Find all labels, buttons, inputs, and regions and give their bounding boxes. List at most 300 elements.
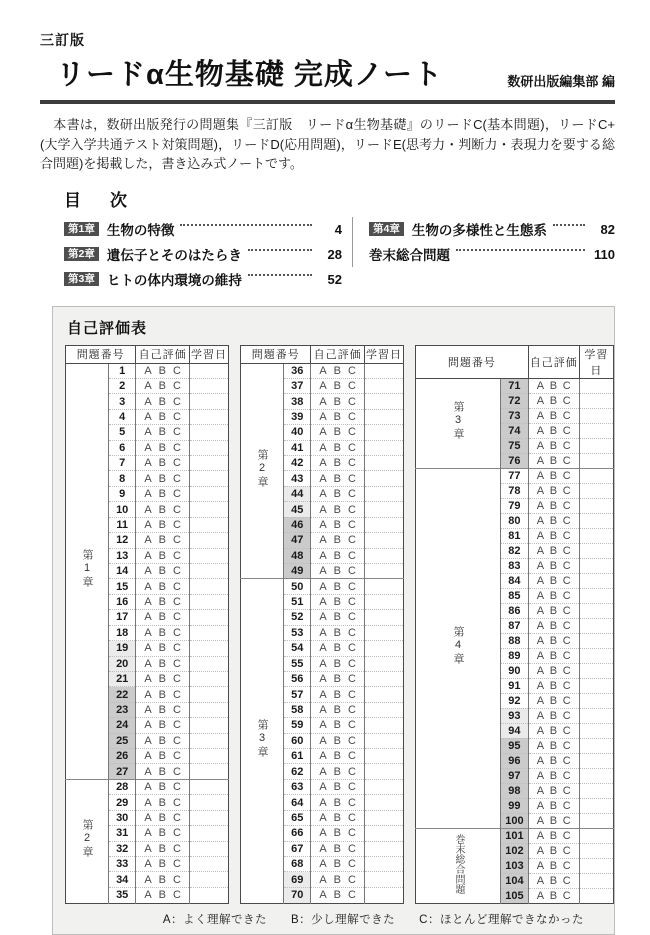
rating-option: B	[158, 842, 166, 855]
evaluation-table	[415, 345, 614, 904]
chapter-cell	[66, 363, 109, 779]
rating-option: A	[144, 534, 152, 547]
rating-option: C	[172, 410, 181, 423]
rating-cell	[311, 579, 365, 594]
study-date-cell	[364, 656, 403, 671]
rating-option: A	[319, 688, 327, 701]
toc-columns	[64, 217, 615, 292]
rating-option: C	[562, 694, 571, 707]
problem-number: 22	[109, 687, 136, 702]
rating-option: B	[158, 596, 166, 609]
rating-cell	[136, 671, 190, 686]
problem-number: 10	[109, 502, 136, 517]
rating-options	[136, 472, 189, 486]
rating-cell	[136, 795, 190, 810]
rating-option: A	[536, 649, 545, 662]
rating-option: B	[158, 734, 166, 747]
problem-number: 43	[284, 471, 311, 486]
rating-option: B	[158, 873, 166, 886]
problem-number: 90	[501, 663, 529, 678]
title-rule	[40, 100, 615, 104]
rating-option: C	[172, 858, 181, 871]
rating-option: A	[319, 673, 327, 686]
rating-option: A	[536, 574, 545, 587]
study-date-cell	[189, 795, 228, 810]
problem-number: 15	[109, 579, 136, 594]
study-date-cell	[189, 687, 228, 702]
rating-option: B	[549, 769, 558, 782]
rating-options	[311, 395, 364, 409]
toc-item	[64, 242, 342, 267]
rating-options	[311, 811, 364, 825]
study-date-cell	[579, 723, 613, 738]
problem-number: 27	[109, 764, 136, 779]
rating-option: B	[158, 688, 166, 701]
rating-option: C	[172, 611, 181, 624]
study-date-cell	[189, 533, 228, 548]
rating-cell	[136, 409, 190, 424]
problem-number: 7	[109, 456, 136, 471]
rating-option: A	[144, 611, 152, 624]
rating-cell	[528, 813, 579, 828]
study-date-cell	[579, 573, 613, 588]
rating-options	[311, 518, 364, 532]
rating-option: C	[562, 739, 571, 752]
rating-options	[136, 888, 189, 902]
study-date-cell	[579, 558, 613, 573]
rating-option: A	[536, 799, 545, 812]
rating-options	[136, 580, 189, 594]
edition-label: 三訂版	[40, 32, 85, 48]
rating-option: C	[172, 580, 181, 593]
rating-option: C	[347, 611, 356, 624]
rating-cell	[311, 687, 365, 702]
rating-option: C	[172, 642, 181, 655]
study-date-cell	[364, 579, 403, 594]
rating-option: A	[144, 518, 152, 531]
toc-page-number: 52	[327, 271, 342, 287]
rating-option: C	[172, 781, 181, 794]
rating-option: A	[536, 589, 545, 602]
problem-number: 91	[501, 678, 529, 693]
rating-option: A	[144, 858, 152, 871]
rating-options	[136, 487, 189, 501]
rating-option: A	[144, 395, 152, 408]
problem-number: 73	[501, 408, 529, 423]
table-row	[66, 779, 229, 794]
rating-cell	[528, 498, 579, 513]
rating-cell	[528, 633, 579, 648]
rating-option: B	[549, 409, 558, 422]
problem-number: 98	[501, 783, 529, 798]
problem-number: 71	[501, 378, 529, 393]
rating-option: A	[144, 380, 152, 393]
problem-number: 2	[109, 378, 136, 393]
rating-option: C	[172, 626, 181, 639]
rating-cell	[528, 693, 579, 708]
rating-option: C	[347, 380, 356, 393]
rating-cell	[528, 378, 579, 393]
rating-options	[136, 765, 189, 779]
problem-number: 67	[284, 841, 311, 856]
rating-options	[529, 559, 579, 573]
rating-option: B	[333, 719, 342, 732]
rating-options	[311, 765, 364, 779]
rating-cell	[136, 718, 190, 733]
rating-option: A	[144, 503, 152, 516]
rating-option: C	[562, 454, 571, 467]
rating-cell	[311, 625, 365, 640]
col-header-date: 学習日	[189, 345, 228, 363]
rating-options	[311, 580, 364, 594]
problem-number: 93	[501, 708, 529, 723]
rating-option: C	[347, 488, 356, 501]
rating-cell	[311, 425, 365, 440]
study-date-cell	[189, 857, 228, 872]
problem-number: 34	[109, 872, 136, 887]
problem-number: 55	[284, 656, 311, 671]
rating-cell	[528, 723, 579, 738]
rating-options	[136, 796, 189, 810]
rating-cell	[311, 641, 365, 656]
rating-options	[311, 857, 364, 871]
study-date-cell	[189, 363, 228, 378]
rating-cell	[528, 468, 579, 483]
table-row	[241, 363, 404, 378]
study-date-cell	[364, 826, 403, 841]
rating-option: B	[549, 529, 558, 542]
rating-cell	[311, 671, 365, 686]
toc-page-number: 110	[594, 246, 615, 262]
rating-option: C	[172, 657, 181, 670]
rating-option: B	[333, 765, 342, 778]
rating-cell	[311, 471, 365, 486]
rating-cell	[311, 810, 365, 825]
rating-cell	[528, 768, 579, 783]
rating-options	[136, 549, 189, 563]
rating-options	[311, 842, 364, 856]
problem-number: 72	[501, 393, 529, 408]
rating-option: B	[158, 858, 166, 871]
rating-option: B	[549, 874, 558, 887]
rating-options	[529, 724, 579, 738]
rating-options	[136, 857, 189, 871]
rating-options	[529, 604, 579, 618]
rating-option: B	[333, 380, 342, 393]
problem-number: 56	[284, 671, 311, 686]
problem-number: 81	[501, 528, 529, 543]
problem-number: 59	[284, 718, 311, 733]
rating-options	[529, 454, 579, 468]
study-date-cell	[579, 828, 613, 843]
rating-cell	[136, 563, 190, 578]
rating-options	[311, 456, 364, 470]
rating-option: C	[562, 784, 571, 797]
study-date-cell	[189, 826, 228, 841]
study-date-cell	[579, 618, 613, 633]
study-date-cell	[364, 702, 403, 717]
problem-number: 52	[284, 610, 311, 625]
study-date-cell	[189, 749, 228, 764]
book-title: リードα生物基礎 完成ノート	[56, 59, 444, 91]
rating-option: A	[319, 611, 327, 624]
rating-option: A	[319, 472, 327, 485]
rating-option: A	[536, 394, 545, 407]
dotted-leader	[553, 224, 585, 226]
problem-number: 17	[109, 610, 136, 625]
toc-column-left	[64, 217, 342, 292]
rating-option: B	[158, 472, 166, 485]
problem-number: 9	[109, 486, 136, 501]
rating-option: A	[144, 657, 152, 670]
rating-options	[311, 826, 364, 840]
rating-option: C	[347, 441, 356, 454]
rating-options	[529, 499, 579, 513]
rating-option: C	[562, 754, 571, 767]
rating-cell	[136, 826, 190, 841]
rating-cell	[136, 579, 190, 594]
rating-option: C	[347, 796, 356, 809]
study-date-cell	[364, 533, 403, 548]
rating-option: A	[319, 703, 327, 716]
rating-option: C	[562, 664, 571, 677]
problem-number: 87	[501, 618, 529, 633]
rating-option: C	[347, 395, 356, 408]
rating-option: B	[158, 750, 166, 763]
rating-option: A	[319, 364, 327, 377]
study-date-cell	[364, 764, 403, 779]
problem-number: 100	[501, 813, 529, 828]
rating-options	[136, 749, 189, 763]
rating-cell	[311, 887, 365, 903]
study-date-cell	[364, 440, 403, 455]
rating-options	[529, 844, 579, 858]
toc-heading: 目 次	[64, 190, 133, 210]
problem-number: 25	[109, 733, 136, 748]
study-date-cell	[579, 738, 613, 753]
rating-cell	[528, 828, 579, 843]
rating-option: B	[549, 754, 558, 767]
study-date-cell	[189, 810, 228, 825]
toc-item	[64, 267, 342, 292]
rating-cell	[136, 610, 190, 625]
rating-options	[529, 379, 579, 393]
rating-option: B	[549, 574, 558, 587]
rating-cell	[311, 409, 365, 424]
rating-cell	[311, 795, 365, 810]
rating-options	[529, 889, 579, 903]
rating-option: A	[319, 858, 327, 871]
rating-cell	[136, 702, 190, 717]
problem-number: 77	[501, 468, 529, 483]
rating-options	[529, 769, 579, 783]
rating-options	[136, 626, 189, 640]
table-row	[416, 828, 614, 843]
rating-option: A	[144, 410, 152, 423]
rating-option: C	[347, 889, 356, 902]
rating-option: A	[536, 409, 545, 422]
rating-option: A	[536, 379, 545, 392]
problem-number: 29	[109, 795, 136, 810]
rating-option: C	[562, 709, 571, 722]
chapter-cell	[416, 828, 501, 903]
rating-cell	[311, 594, 365, 609]
study-date-cell	[579, 708, 613, 723]
rating-option: B	[333, 364, 342, 377]
rating-option: C	[562, 589, 571, 602]
rating-option: A	[144, 580, 152, 593]
study-date-cell	[579, 678, 613, 693]
rating-option: B	[549, 739, 558, 752]
rating-option: A	[144, 765, 152, 778]
toc-page-number: 4	[334, 221, 342, 237]
rating-options	[311, 888, 364, 902]
rating-cell	[311, 764, 365, 779]
rating-options	[311, 688, 364, 702]
problem-number: 57	[284, 687, 311, 702]
problem-number: 76	[501, 453, 529, 468]
chapter-badge: 第2章	[64, 247, 99, 261]
problem-number: 95	[501, 738, 529, 753]
study-date-cell	[364, 779, 403, 794]
problem-number: 23	[109, 702, 136, 717]
rating-cell	[136, 779, 190, 794]
problem-number: 39	[284, 409, 311, 424]
rating-options	[529, 784, 579, 798]
table-row	[416, 468, 614, 483]
rating-option: A	[144, 596, 152, 609]
rating-option: A	[536, 529, 545, 542]
rating-cell	[136, 887, 190, 903]
rating-cell	[528, 543, 579, 558]
rating-cell	[136, 471, 190, 486]
study-date-cell	[364, 641, 403, 656]
toc-item-label: 遺伝子とそのはたらき	[106, 248, 242, 263]
rating-options	[529, 754, 579, 768]
rating-option: B	[158, 827, 166, 840]
toc-item	[369, 217, 615, 242]
rating-option: C	[347, 426, 356, 439]
rating-options	[136, 672, 189, 686]
rating-cell	[311, 533, 365, 548]
problem-number: 53	[284, 625, 311, 640]
study-date-cell	[579, 588, 613, 603]
study-date-cell	[189, 764, 228, 779]
rating-option: C	[172, 457, 181, 470]
rating-cell	[528, 573, 579, 588]
rating-option: B	[549, 499, 558, 512]
table-of-contents	[64, 186, 615, 292]
problem-number: 28	[109, 779, 136, 794]
rating-options	[311, 657, 364, 671]
study-date-cell	[579, 663, 613, 678]
rating-option: B	[333, 673, 342, 686]
rating-options	[136, 379, 189, 393]
rating-options	[136, 425, 189, 439]
rating-cell	[136, 625, 190, 640]
rating-cell	[311, 378, 365, 393]
rating-option: A	[536, 559, 545, 572]
rating-cell	[528, 483, 579, 498]
rating-cell	[311, 486, 365, 501]
rating-option: C	[347, 750, 356, 763]
rating-options	[136, 364, 189, 378]
study-date-cell	[189, 887, 228, 903]
rating-options	[136, 657, 189, 671]
rating-options	[136, 503, 189, 517]
problem-number: 61	[284, 749, 311, 764]
rating-option: B	[333, 457, 342, 470]
rating-option: B	[158, 796, 166, 809]
rating-option: A	[144, 873, 152, 886]
rating-option: B	[549, 784, 558, 797]
study-date-cell	[189, 625, 228, 640]
table-row	[416, 378, 614, 393]
rating-cell	[311, 702, 365, 717]
rating-options	[311, 564, 364, 578]
study-date-cell	[189, 733, 228, 748]
rating-option: C	[172, 889, 181, 902]
rating-options	[529, 529, 579, 543]
study-date-cell	[364, 841, 403, 856]
rating-option: C	[172, 518, 181, 531]
rating-cell	[311, 718, 365, 733]
evaluation-tables	[65, 345, 614, 904]
rating-option: C	[172, 472, 181, 485]
study-date-cell	[364, 517, 403, 532]
rating-option: B	[549, 634, 558, 647]
rating-option: B	[158, 457, 166, 470]
study-date-cell	[579, 408, 613, 423]
rating-option: A	[319, 781, 327, 794]
rating-option: A	[536, 889, 545, 902]
problem-number: 40	[284, 425, 311, 440]
rating-cell	[528, 423, 579, 438]
rating-option: B	[333, 750, 342, 763]
rating-option: C	[562, 559, 571, 572]
rating-options	[136, 688, 189, 702]
rating-options	[311, 487, 364, 501]
rating-option: A	[536, 664, 545, 677]
rating-option: C	[347, 565, 356, 578]
rating-cell	[136, 687, 190, 702]
study-date-cell	[189, 517, 228, 532]
toc-item-label: ヒトの体内環境の維持	[106, 273, 242, 288]
problem-number: 4	[109, 409, 136, 424]
rating-option: C	[347, 811, 356, 824]
problem-number: 74	[501, 423, 529, 438]
rating-cell	[136, 764, 190, 779]
problem-number: 36	[284, 363, 311, 378]
rating-option: A	[319, 642, 327, 655]
rating-option: A	[144, 703, 152, 716]
study-date-cell	[364, 563, 403, 578]
chapter-cell	[66, 779, 109, 903]
rating-cell	[311, 610, 365, 625]
rating-cell	[528, 408, 579, 423]
problem-number: 24	[109, 718, 136, 733]
problem-number: 5	[109, 425, 136, 440]
rating-cell	[528, 663, 579, 678]
editor-credit: 数研出版編集部 編	[507, 74, 615, 89]
rating-option: B	[549, 514, 558, 527]
problem-number: 65	[284, 810, 311, 825]
rating-cell	[528, 438, 579, 453]
rating-option: A	[319, 719, 327, 732]
problem-number: 105	[501, 888, 529, 903]
rating-option: B	[333, 734, 342, 747]
rating-cell	[311, 563, 365, 578]
